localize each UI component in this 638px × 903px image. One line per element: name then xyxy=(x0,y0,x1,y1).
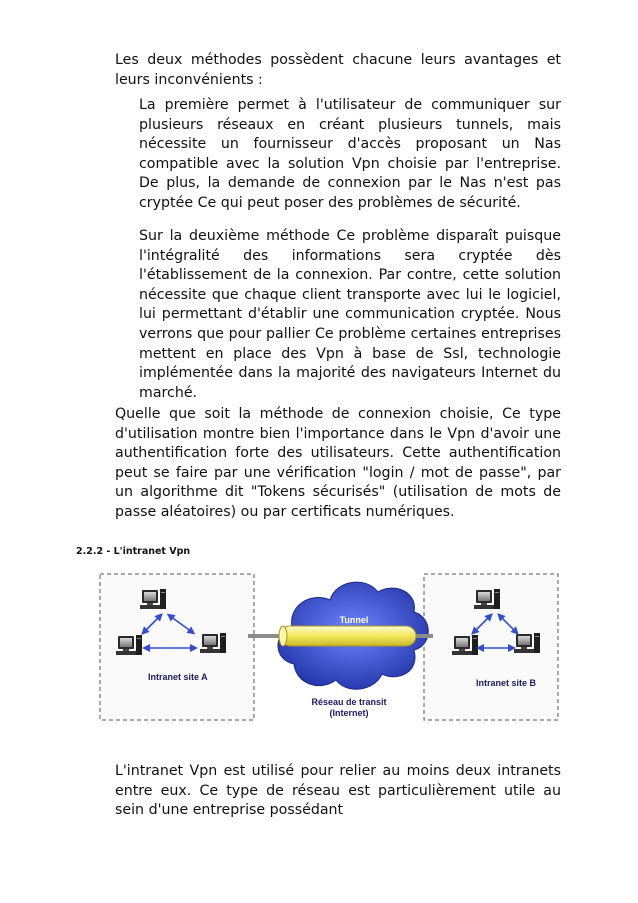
computer-icon xyxy=(116,635,142,655)
site-b-label: Intranet site B xyxy=(476,678,537,688)
computer-icon xyxy=(514,633,540,653)
transit-sub-label: (Internet) xyxy=(329,708,369,718)
site-a-label: Intranet site A xyxy=(148,672,208,682)
intranet-vpn-diagram xyxy=(98,568,562,743)
authentication-paragraph: Quelle que soit la méthode de connexion choisie, Ce type d'utilisation montre bien l'importance dans le Vpn d'avoir une authentification forte des utilisateurs. Cette authentification peut se faire par une vérification "login / mot de passe", par un algorithme dit "Tokens sécurisés" (utilisation de mots de passe aléatoires) ou par certificats numériques. xyxy=(115,406,561,520)
section-heading: 2.2.2 - L'intranet Vpn xyxy=(76,546,191,557)
computer-icon xyxy=(200,633,226,653)
computer-icon xyxy=(452,635,478,655)
first-method-paragraph: La première permet à l'utilisateur de communiquer sur plusieurs réseaux en créant plusieurs tunnels, mais nécessite un fournisseur d'accès proposant un Nas compatible avec la solution Vpn choisie par l'entreprise. De plus, la demande de connexion par le Nas n'est pas cryptée Ce qui peut poser des problèmes de sécurité. xyxy=(139,97,561,211)
intro-paragraph: Les deux méthodes possèdent chacune leurs avantages et leurs inconvénients : xyxy=(115,52,561,88)
intranet-vpn-paragraph: L'intranet Vpn est utilisé pour relier au moins deux intranets entre eux. Ce type de réseau est particulièrement utile au sein d'une entreprise possédant xyxy=(115,763,561,819)
tunnel-label: Tunnel xyxy=(339,615,369,625)
computer-icon xyxy=(474,589,500,609)
computer-icon xyxy=(140,589,166,609)
second-method-paragraph: Sur la deuxième méthode Ce problème disparaît puisque l'intégralité des informations sera cryptée dès l'établissement de la connexion. Par contre, cette solution nécessite que chaque client transporte avec lui le logiciel, lui permettant d'établir une communication cryptée. Nous verrons que pour pallier Ce problème certaines entreprises mettent en place des Vpn à base de Ssl, technologie implémentée dans la majorité des navigateurs Internet du marché. xyxy=(139,228,561,401)
tunnel-tube xyxy=(280,626,416,646)
transit-label: Réseau de transit xyxy=(311,697,387,707)
